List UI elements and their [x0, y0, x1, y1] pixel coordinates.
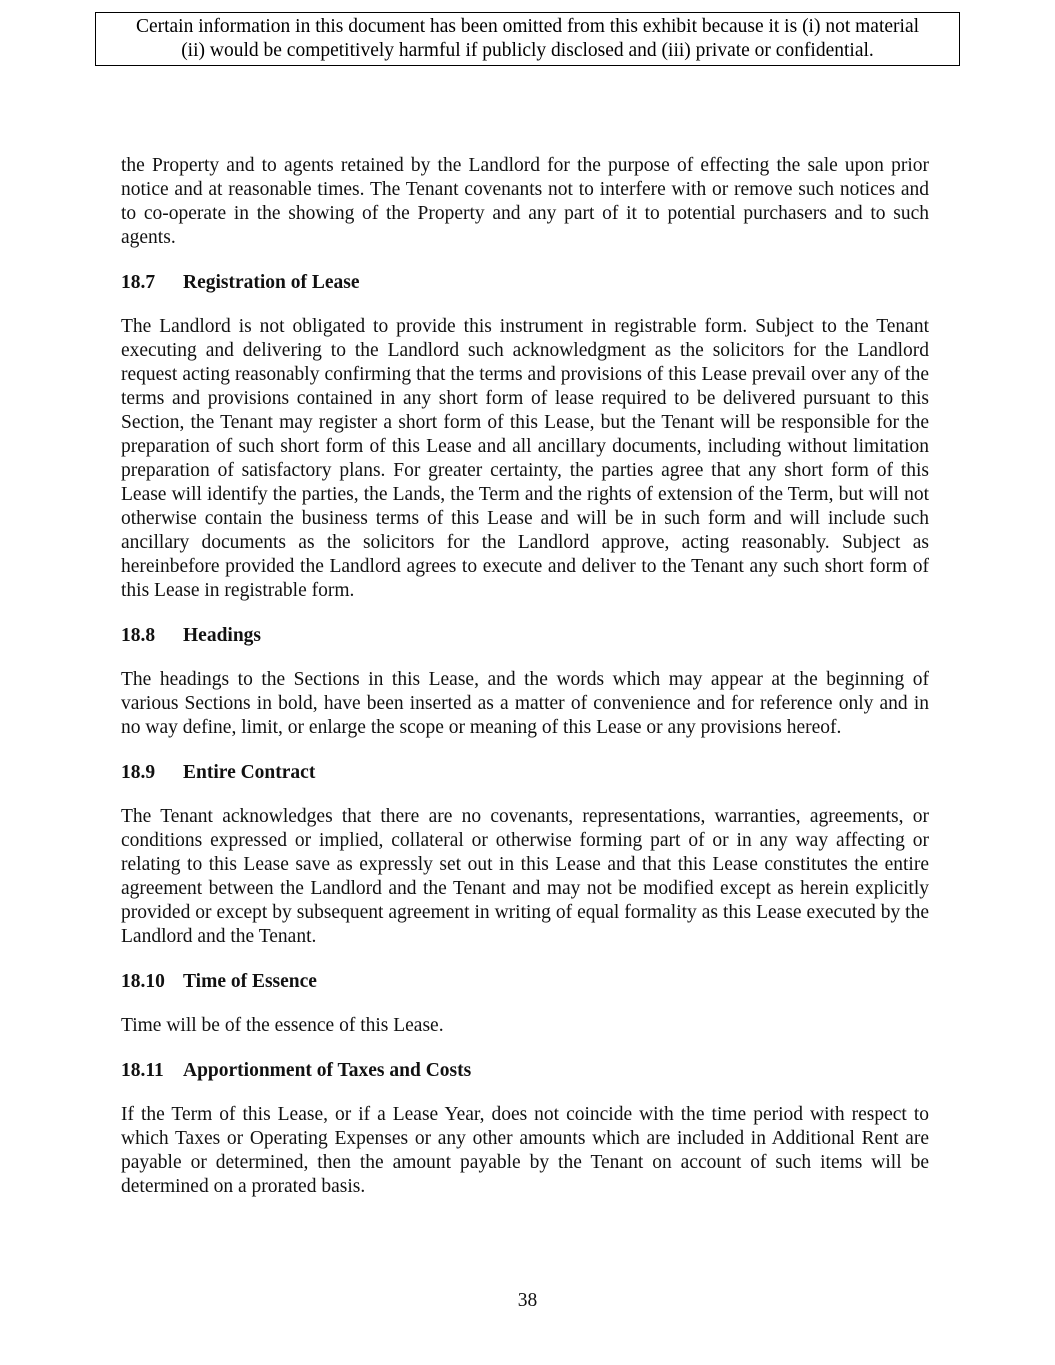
document-body	[121, 154, 929, 1199]
section-body-18-8: The headings to the Sections in this Lease, and the words which may appear at the beginning of various Sections in bold, have been inserted as a matter of convenience and for reference only and in no way define, limit, or enlarge the scope or meaning of this Lease or any provisions hereof.	[121, 669, 929, 738]
section-heading-18-8	[121, 624, 929, 648]
intro-paragraph: the Property and to agents retained by the Landlord for the purpose of effecting the sale upon prior notice and at reasonable times. The Tenant covenants not to interfere with or remove such notices and to co-operate in the showing of the Property and any part of it to potential purchasers and to such agents.	[121, 155, 929, 248]
section-number: 18.10	[121, 971, 165, 992]
section-title: Headings	[183, 625, 262, 646]
section-title: Entire Contract	[183, 762, 316, 783]
section-title: Time of Essence	[183, 971, 317, 992]
page-number: 38	[517, 1290, 538, 1311]
section-body-18-10: Time will be of the essence of this Lease.	[121, 1015, 444, 1036]
section-body-18-11: If the Term of this Lease, or if a Lease Year, does not coincide with the time period with respect to which Taxes or Operating Expenses or any other amounts which are included in Additional Rent are payable or determined, then the amount payable by the Tenant on account of such items will be determined on a prorated basis.	[121, 1104, 929, 1197]
section-number: 18.9	[121, 762, 156, 783]
section-heading-18-7	[121, 271, 929, 295]
confidentiality-notice	[95, 12, 960, 66]
section-number: 18.11	[121, 1060, 164, 1081]
section-body-18-9: The Tenant acknowledges that there are no covenants, representations, warranties, agreements, or conditions expressed or implied, collateral or otherwise forming part of or in any way affecting or relating to this Lease save as expressly set out in this Lease and that this Lease constitutes the entire agreement between the Landlord and the Tenant and may not be modified except as herein explicitly provided or except by subsequent agreement in writing of equal formality as this Lease executed by the Landlord and the Tenant.	[121, 806, 929, 947]
section-number: 18.7	[121, 272, 156, 293]
section-heading-18-11	[121, 1059, 929, 1083]
section-heading-18-9	[121, 761, 929, 785]
notice-line-2: (ii) would be competitively harmful if publicly disclosed and (iii) private or confidential.	[181, 40, 874, 61]
section-title: Registration of Lease	[183, 272, 360, 293]
section-body-18-7: The Landlord is not obligated to provide this instrument in registrable form. Subject to the Tenant executing and delivering to the Landlord such acknowledgment as the solicitors for the Landlord request acting reasonably confirming that the terms and provisions of this Lease prevail over any of the terms and provisions contained in any short form of lease required to be delivered pursuant to this Section, the Tenant may register a short form of this Lease, but the Tenant will be responsible for the preparation of such short form of this Lease and all ancillary documents, including without limitation preparation of satisfactory plans. For greater certainty, the parties agree that any short form of this Lease will identify the parties, the Lands, the Term and the rights of extension of the Term, but will not otherwise contain the business terms of this Lease and will be in such form and will include such ancillary documents as the solicitors for the Landlord approve, acting reasonably. Subject as hereinbefore provided the Landlord agrees to execute and deliver to the Tenant any such short form of this Lease in registrable form.	[121, 316, 929, 601]
section-number: 18.8	[121, 625, 156, 646]
section-heading-18-10	[121, 970, 929, 994]
section-title: Apportionment of Taxes and Costs	[183, 1060, 472, 1081]
notice-line-1: Certain information in this document has been omitted from this exhibit because it is (i) not material	[135, 16, 920, 37]
